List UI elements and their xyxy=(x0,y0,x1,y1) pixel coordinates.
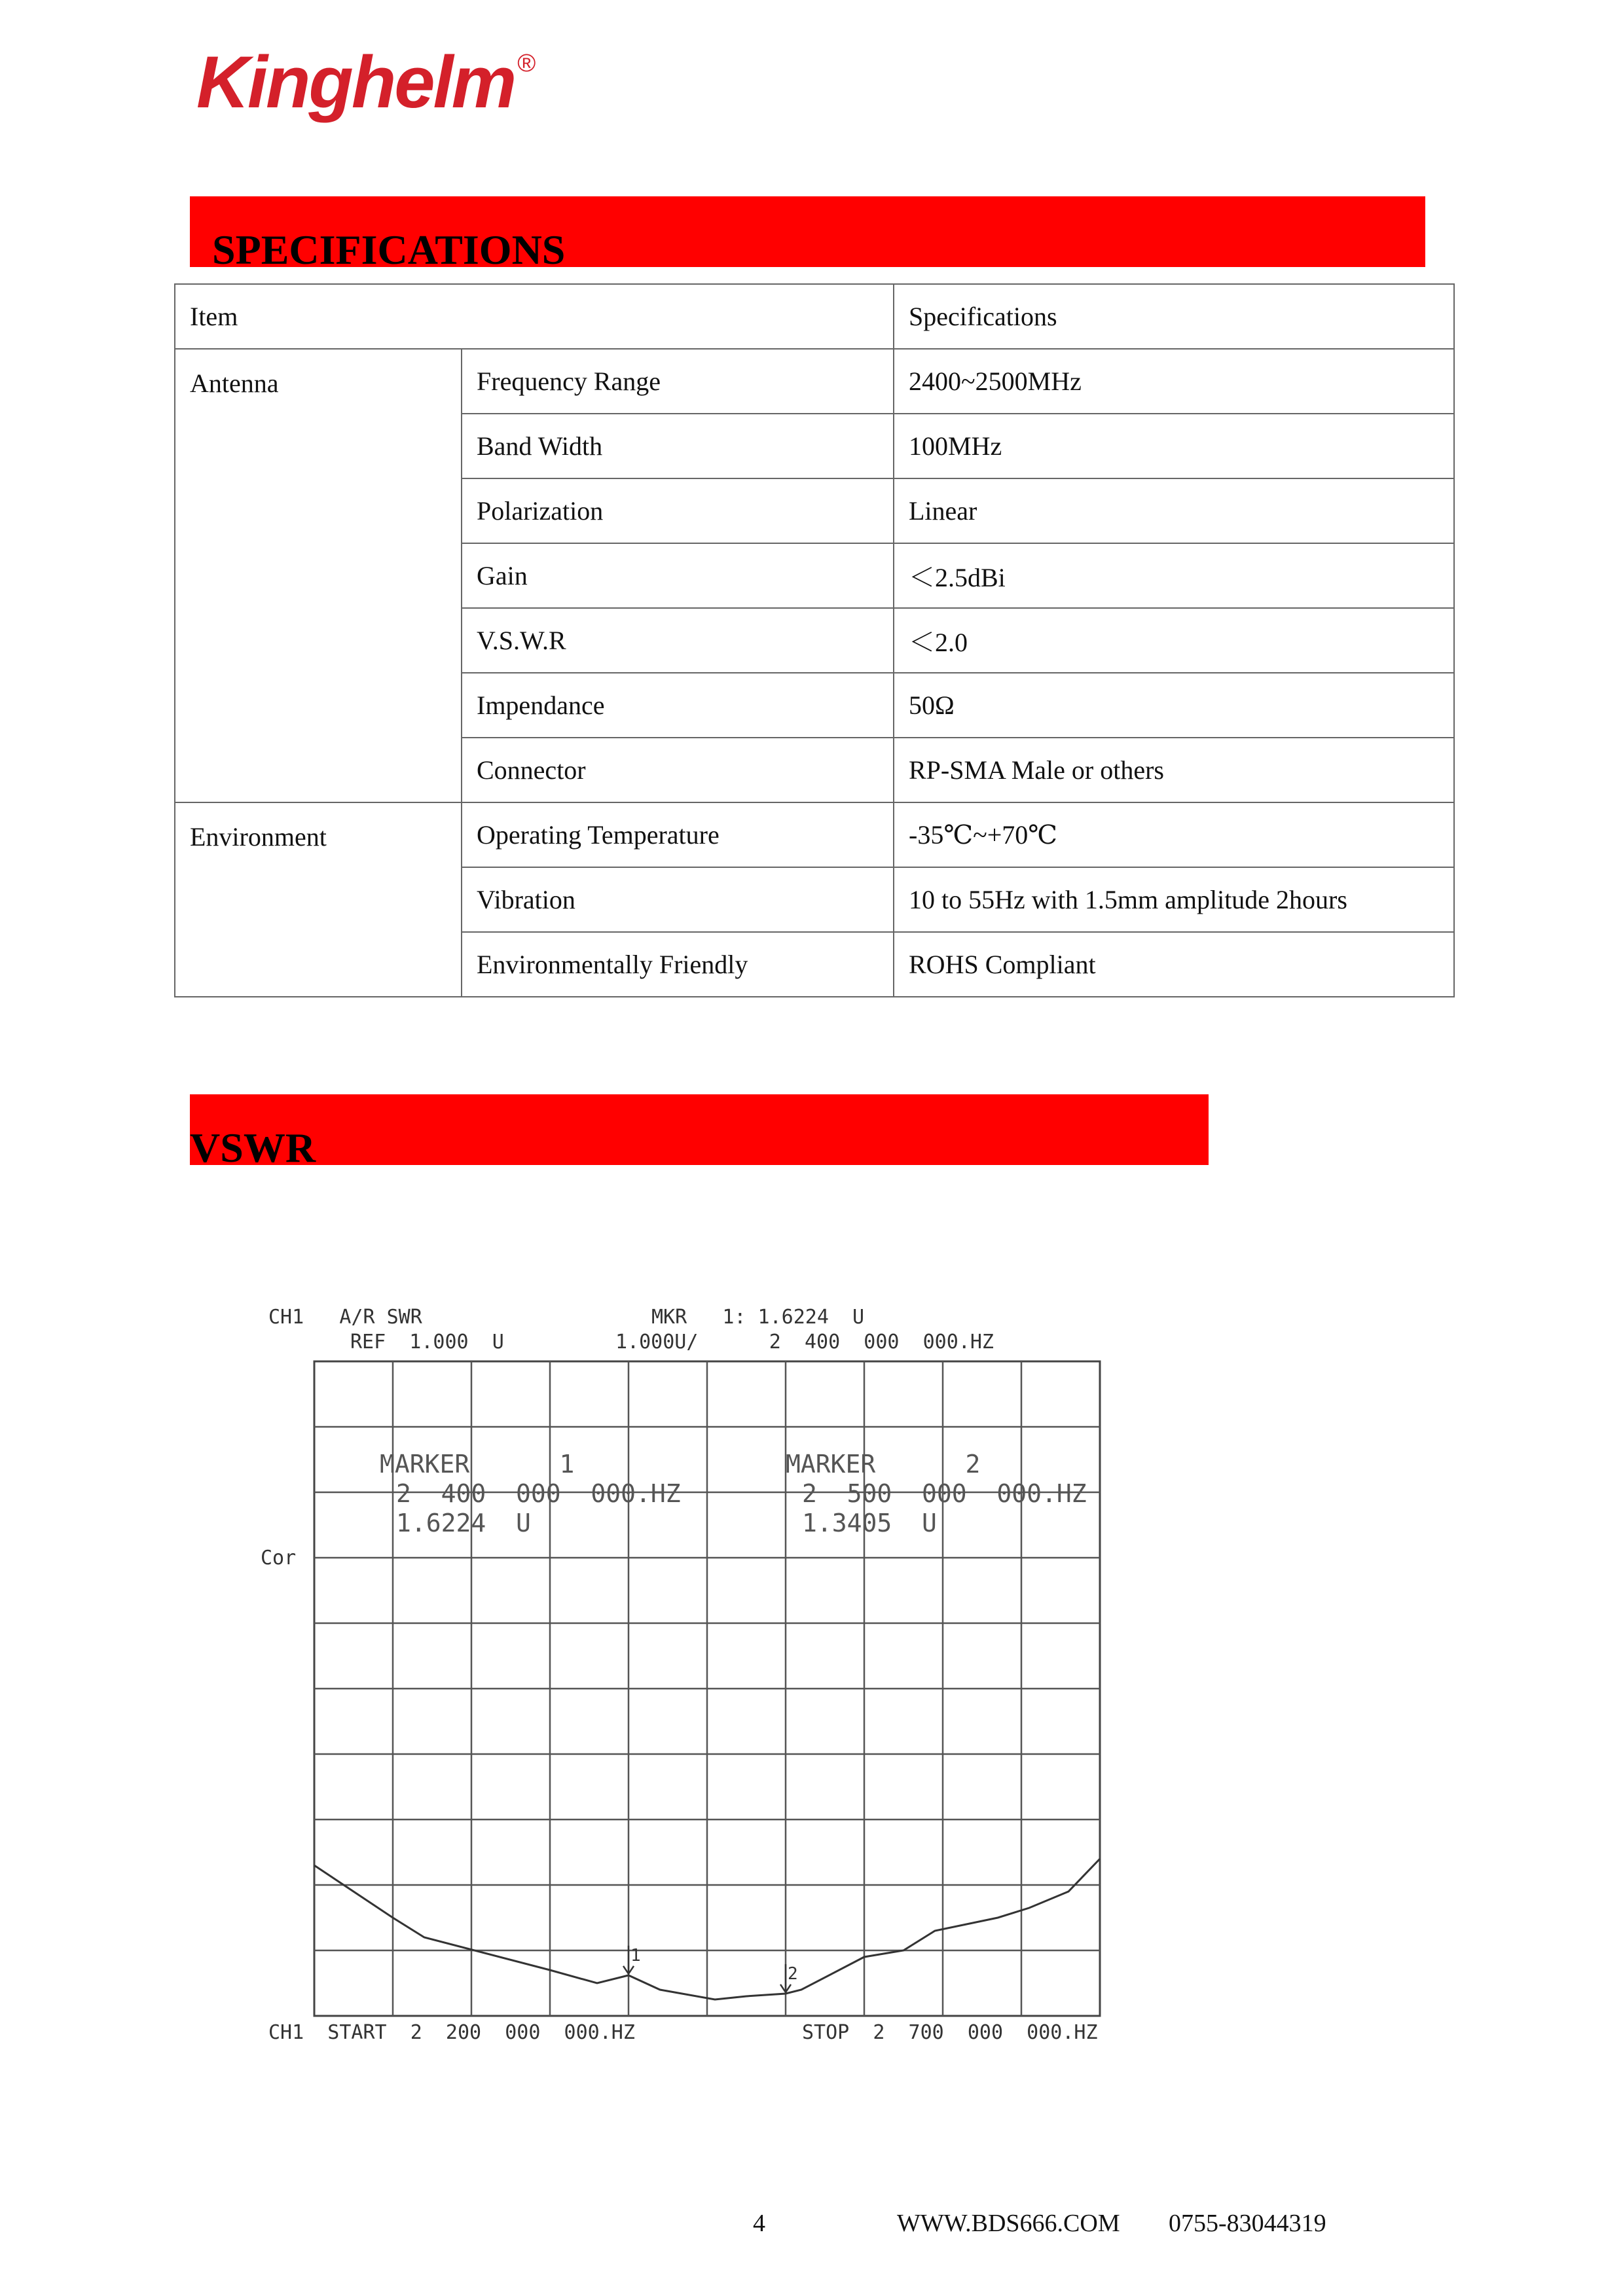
marker2-title: MARKER 2 xyxy=(786,1450,981,1479)
spec-label-cell: Environmentally Friendly xyxy=(462,932,894,997)
spec-value-cell: 2400~2500MHz xyxy=(894,349,1454,414)
table-row xyxy=(175,802,1454,867)
spec-label-cell: Gain xyxy=(462,543,894,608)
spec-value-cell: 50Ω xyxy=(894,673,1454,738)
spec-label-cell: Connector xyxy=(462,738,894,802)
footer-phone: 0755-83044319 xyxy=(1169,2210,1326,2237)
plot-scale-readout: 1.000U/ 2 400 000 000.HZ xyxy=(615,1331,994,1354)
page-number: 4 xyxy=(753,2210,765,2237)
marker2-frequency: 2 500 000 000.HZ xyxy=(802,1479,1087,1508)
plot-cor-label: Cor xyxy=(261,1547,297,1570)
vswr-chart xyxy=(249,1296,1126,2068)
specifications-heading: SPECIFICATIONS xyxy=(212,226,566,273)
marker-tag-1: 1 xyxy=(630,1945,641,1965)
spec-label-cell: Polarization xyxy=(462,478,894,543)
spec-label-cell: Vibration xyxy=(462,867,894,932)
spec-value-cell: 100MHz xyxy=(894,414,1454,478)
kinghelm-logo xyxy=(196,41,534,123)
plot-stop-frequency: STOP 2 700 000 000.HZ xyxy=(802,2021,1098,2044)
spec-label-cell: V.S.W.R xyxy=(462,608,894,673)
marker-2-pointer xyxy=(780,1964,798,1992)
spec-value-cell: RP-SMA Male or others xyxy=(894,738,1454,802)
spec-label-cell: Frequency Range xyxy=(462,349,894,414)
plot-reference-label: REF 1.000 U xyxy=(350,1331,504,1354)
spec-value-cell: ＜2.5dBi xyxy=(894,543,1454,608)
specifications-banner xyxy=(190,196,1425,273)
logo-text: Kinghelm xyxy=(196,41,515,123)
spec-label-cell: Operating Temperature xyxy=(462,802,894,867)
group-name-cell: Environment xyxy=(175,802,462,997)
footer-website: WWW.BDS666.COM xyxy=(897,2210,1120,2237)
registered-mark: ® xyxy=(517,50,534,77)
marker1-value: 1.6224 U xyxy=(396,1509,531,1537)
plot-channel-label: CH1 A/R SWR xyxy=(268,1306,422,1329)
vswr-banner xyxy=(190,1094,1209,1171)
group-name-cell: Antenna xyxy=(175,349,462,802)
vswr-heading: VSWR xyxy=(190,1124,316,1171)
table-header-row xyxy=(175,284,1454,349)
spec-value-cell: ROHS Compliant xyxy=(894,932,1454,997)
spec-value-cell: ＜2.0 xyxy=(894,608,1454,673)
specifications-table xyxy=(174,283,1455,997)
marker1-title: MARKER 1 xyxy=(380,1450,575,1479)
spec-value-cell: -35℃~+70℃ xyxy=(894,802,1454,867)
header-item: Item xyxy=(175,284,894,349)
spec-label-cell: Band Width xyxy=(462,414,894,478)
marker2-value: 1.3405 U xyxy=(802,1509,937,1537)
marker1-frequency: 2 400 000 000.HZ xyxy=(396,1479,681,1508)
header-specifications: Specifications xyxy=(894,284,1454,349)
spec-value-cell: 10 to 55Hz with 1.5mm amplitude 2hours xyxy=(894,867,1454,932)
spec-value-cell: Linear xyxy=(894,478,1454,543)
marker-tag-2: 2 xyxy=(788,1964,798,1984)
plot-start-frequency: CH1 START 2 200 000 000.HZ xyxy=(268,2021,635,2044)
vswr-plot-svg xyxy=(249,1296,1126,2068)
table-row xyxy=(175,349,1454,414)
spec-label-cell: Impendance xyxy=(462,673,894,738)
plot-marker-readout: MKR 1: 1.6224 U xyxy=(651,1306,865,1329)
